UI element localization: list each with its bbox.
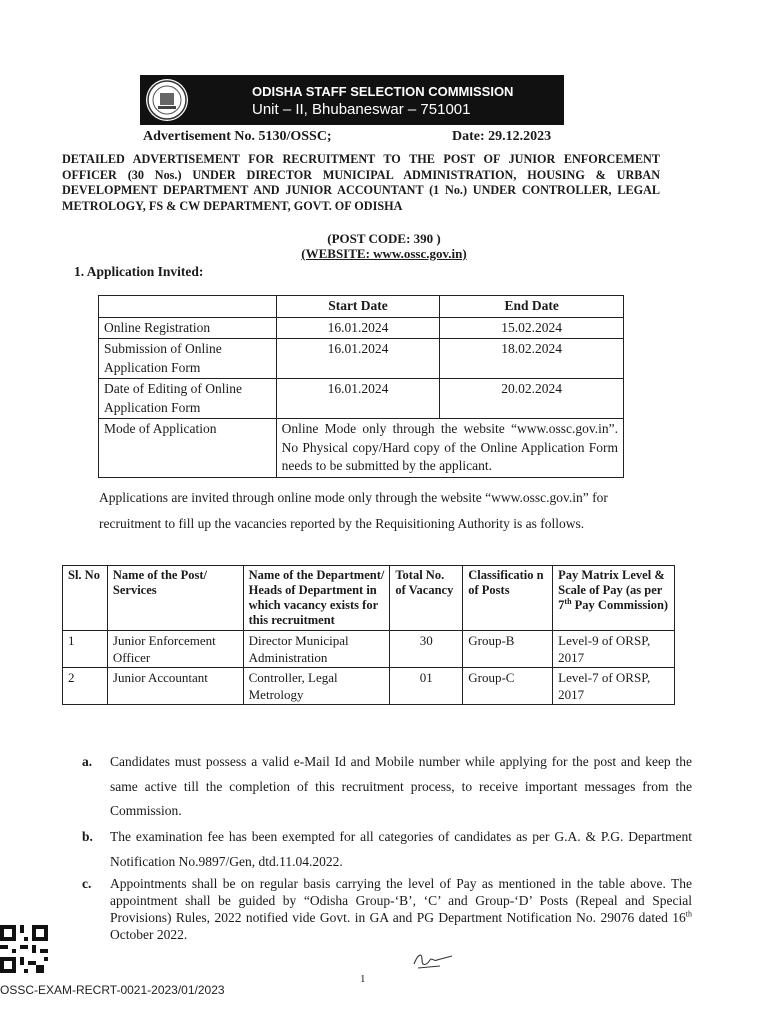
item-text: The examination fee has been exempted for all categories of candidates as per G.A. & P.G. Department Notification No.9897/Gen, dtd.11.04.2022. <box>110 829 692 869</box>
table-cell: 16.01.2024 <box>276 317 440 339</box>
post-code: (POST CODE: 390 ) <box>327 231 441 246</box>
table-cell: Level-9 of ORSP, 2017 <box>553 631 675 668</box>
table-header-row <box>63 566 675 631</box>
mode-of-application-text: Online Mode only through the website “www.ossc.gov.in”. No Physical copy/Hard copy of the Online Application Form needs to be submitted by the applicant. <box>276 419 623 478</box>
list-item <box>82 875 692 943</box>
header-cell: Name of the Post/ Services <box>107 566 243 631</box>
table-row <box>63 668 675 705</box>
table-row <box>99 339 624 379</box>
signature-icon <box>410 948 455 972</box>
header-cell: Classificatio n of Posts <box>463 566 553 631</box>
item-text: Appointments shall be on regular basis carrying the level of Pay as mentioned in the table above. The appointment shall be guided by “Odisha Group-‘B’, ‘C’ and Group-‘D’ Posts (Repeal and Special Provisions) Rules, 2022 notified vide Govt. in GA and PG Department Notification No. 29076 dated 16th October 2022. <box>110 876 692 942</box>
intro-paragraph: Applications are invited through online mode only through the website “www.ossc.gov.in” for recruitment to fill up the vacancies reported by the Requisitioning Authority is as follows. <box>99 490 608 531</box>
table-row <box>99 379 624 419</box>
table-cell: 16.01.2024 <box>276 379 440 419</box>
table-row <box>99 419 624 478</box>
vacancy-table <box>62 565 675 705</box>
table-cell: 18.02.2024 <box>440 339 624 379</box>
table-row <box>63 631 675 668</box>
table-cell: Date of Editing of Online Application Form <box>99 379 277 419</box>
header-cell: Pay Matrix Level & Scale of Pay (as per 7th Pay Commission) <box>553 566 675 631</box>
header-cell: End Date <box>440 296 624 318</box>
table-cell: 20.02.2024 <box>440 379 624 419</box>
item-label: a. <box>82 754 93 769</box>
table-header-row <box>99 296 624 318</box>
list-item <box>82 825 692 874</box>
table-cell: Mode of Application <box>99 419 277 478</box>
advertisement-date: Date: 29.12.2023 <box>452 129 552 144</box>
header-cell: Name of the Department/ Heads of Department in which vacancy exists for this recruitment <box>243 566 390 631</box>
table-cell: 2 <box>63 668 108 705</box>
table-cell: Junior Accountant <box>107 668 243 705</box>
table-cell: Director Municipal Administration <box>243 631 390 668</box>
table-cell: 16.01.2024 <box>276 339 440 379</box>
footer-document-code: OSSC-EXAM-RECRT-0021-2023/01/2023 <box>0 983 225 997</box>
header-cell <box>99 296 277 318</box>
advertisement-title: DETAILED ADVERTISEMENT FOR RECRUITMENT TO THE POST OF JUNIOR ENFORCEMENT OFFICER (30 Nos.) UNDER DIRECTOR MUNICIPAL ADMINISTRATION, HOUSING & URBAN DEVELOPMENT DEPARTMENT AND JUNIOR ACCOUNTANT (1 No.) UNDER CONTROLLER, LEGAL METROLOGY, FS & CW DEPARTMENT, GOVT. OF ODISHA <box>62 152 660 213</box>
item-label: c. <box>82 876 92 891</box>
list-item <box>82 750 692 824</box>
table-cell: Controller, Legal Metrology <box>243 668 390 705</box>
table-cell: 01 <box>390 668 463 705</box>
org-name: ODISHA STAFF SELECTION COMMISSION <box>252 84 514 99</box>
application-dates-table <box>98 295 624 478</box>
table-row <box>99 317 624 339</box>
org-unit: Unit – II, Bhubaneswar – 751001 <box>252 101 471 118</box>
header-cell: Sl. No <box>63 566 108 631</box>
table-cell: 15.02.2024 <box>440 317 624 339</box>
table-cell: Level-7 of ORSP, 2017 <box>553 668 675 705</box>
item-text: Candidates must possess a valid e-Mail Id and Mobile number while applying for the post and keep the same active till the completion of this recruitment process, to receive important messages from the Commission. <box>110 754 692 818</box>
emblem-icon <box>146 79 188 121</box>
table-cell: 30 <box>390 631 463 668</box>
page-number: 1 <box>360 973 366 985</box>
table-cell: Submission of Online Application Form <box>99 339 277 379</box>
section-heading: 1. Application Invited: <box>74 264 204 279</box>
table-cell: Group-C <box>463 668 553 705</box>
qr-code-icon <box>0 925 48 973</box>
advertisement-number: Advertisement No. 5130/OSSC; <box>143 129 332 144</box>
table-cell: Group-B <box>463 631 553 668</box>
header-cell: Start Date <box>276 296 440 318</box>
website-heading: (WEBSITE: www.ossc.gov.in) <box>301 246 467 261</box>
table-cell: 1 <box>63 631 108 668</box>
table-cell: Junior Enforcement Officer <box>107 631 243 668</box>
table-cell: Online Registration <box>99 317 277 339</box>
header-cell: Total No. of Vacancy <box>390 566 463 631</box>
item-label: b. <box>82 829 93 844</box>
